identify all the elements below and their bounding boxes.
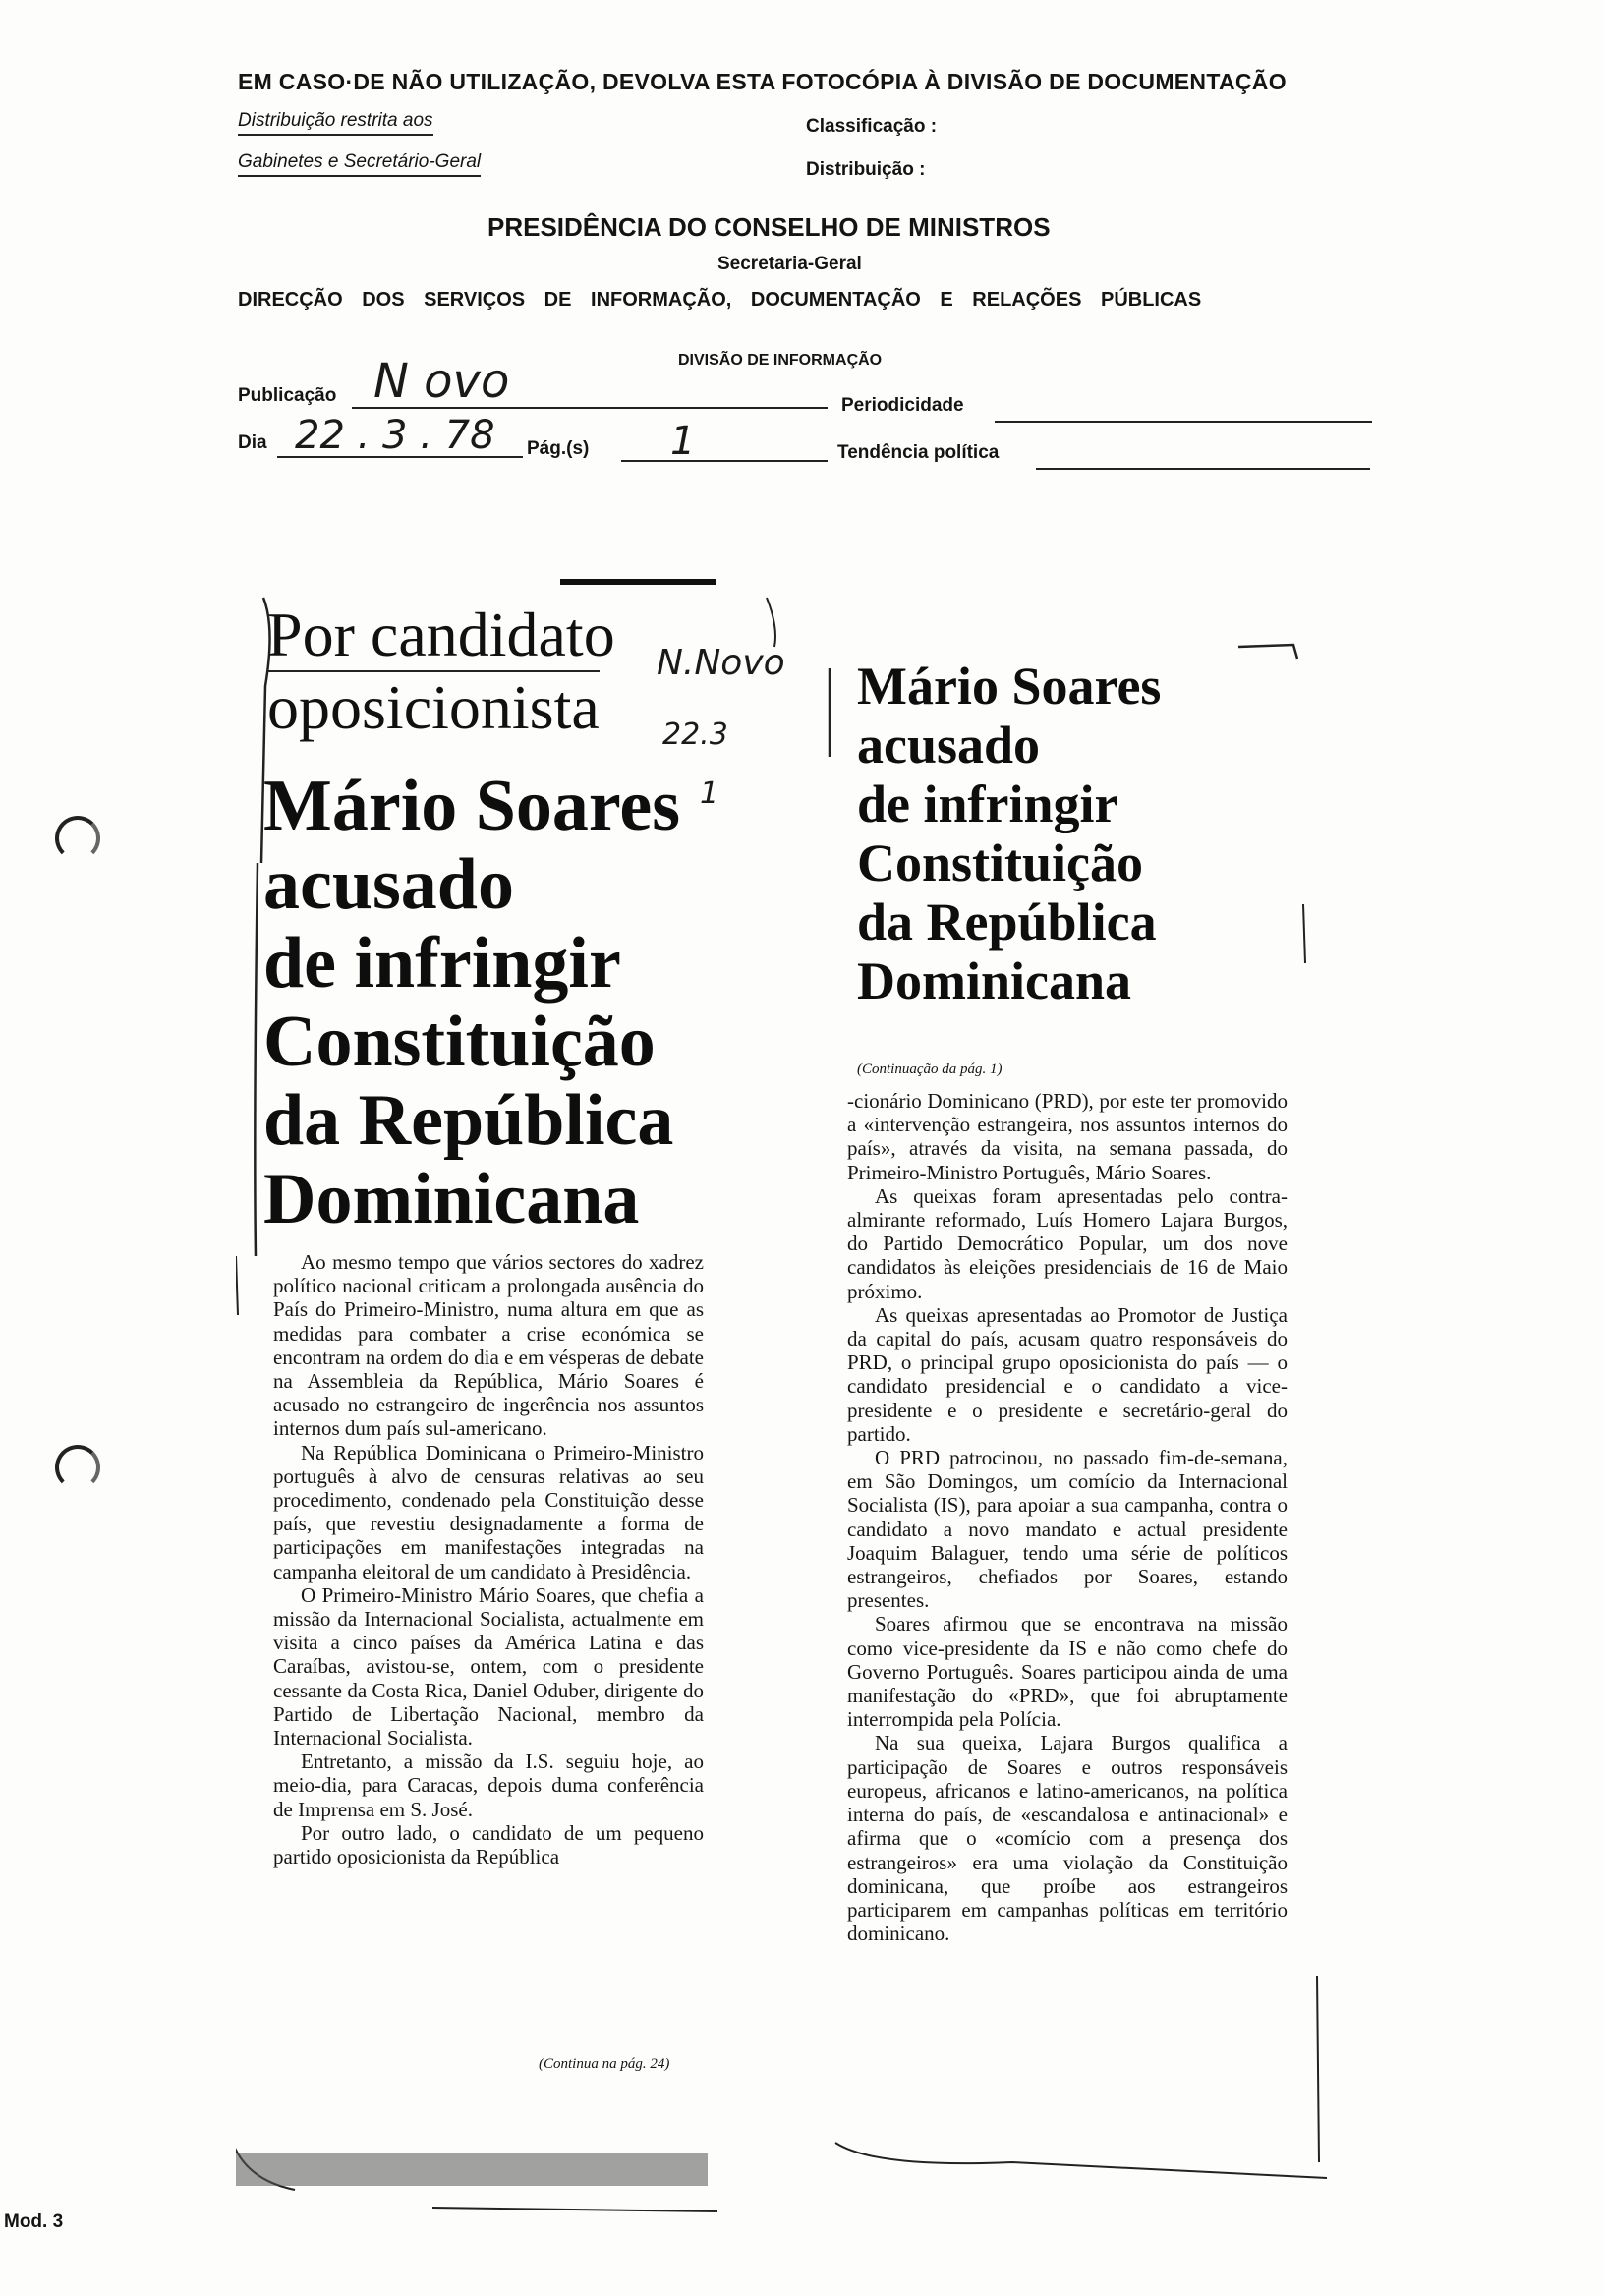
right-headline-line5: da República [857, 892, 1157, 951]
clip-source-annotation: N.Novo [657, 643, 785, 683]
right-paragraph: Na sua queixa, Lajara Burgos qualifica a participação de Soares e outros responsáveis europeus, africanos e latino-americanos, na política interna do país, de «escandalosa e antinacional» e afirma que o «comício com a presença dos estrangeiros» era uma violação da Constituição dominicana, que proíbe aos estrangeiros participarem em campanhas políticas em território dominicano. [847, 1731, 1288, 1946]
punch-hole-bottom [55, 1445, 100, 1490]
left-paragraph: Na República Dominicana o Primeiro-Ministro português à alvo de censuras relativas ao seu procedimento, condenado pela Constituição desse país, que revestiu designadamente a forma de participações em manifestações integradas na campanha eleitoral de um candidato à Presidência. [273, 1440, 704, 1583]
presidency-title: PRESIDÊNCIA DO CONSELHO DE MINISTROS [487, 212, 1051, 242]
right-headline-line1: Mário Soares [857, 657, 1162, 716]
right-paragraph: O PRD patrocinou, no passado fim-de-semana, em São Domingos, um comício da Internacional Socialista (IS), para apoiar a sua campanha, contra o candidato a novo mandato e actual presidente Joaquim Balaguer, tendo uma série de políticos estrangeiros, chefiados por Soares, estando presentes. [847, 1446, 1288, 1613]
right-headline-line4: Constituição [857, 833, 1144, 892]
restricted-distribution-line1: Distribuição restrita aos [238, 110, 433, 136]
directorate-title: DIRECÇÃO DOS SERVIÇOS DE INFORMAÇÃO, DOCUMENTAÇÃO E RELAÇÕES PÚBLICAS [238, 289, 1202, 311]
left-kicker-line1: Por candidato [267, 600, 615, 669]
return-notice: EM CASO·DE NÃO UTILIZAÇÃO, DEVOLVA ESTA FOTOCÓPIA À DIVISÃO DE DOCUMENTAÇÃO [238, 69, 1287, 94]
left-paragraph: Entretanto, a missão da I.S. seguiu hoje, ao meio-dia, para Caracas, depois duma conferência de Imprensa em S. José. [273, 1750, 704, 1821]
division-title: DIVISÃO DE INFORMAÇÃO [678, 352, 883, 369]
left-continued-note: (Continua na pág. 24) [539, 2056, 670, 2072]
periodicity-field-line [995, 421, 1372, 423]
right-paragraph: Soares afirmou que se encontrava na missão como vice-presidente da IS e não como chefe do Governo Português. Soares participou ainda de uma manifestação do «PRD», que foi abruptamente interrompida pela Polícia. [847, 1612, 1288, 1732]
left-paragraph: Por outro lado, o candidato de um pequeno partido oposicionista da República [273, 1820, 704, 1869]
clip-date-annotation: 22.3 [662, 718, 728, 752]
left-headline-line5: da República [263, 1080, 674, 1161]
restricted-distribution-line2: Gabinetes e Secretário-Geral [238, 151, 481, 177]
day-label: Dia [238, 432, 267, 453]
left-article-body [273, 1250, 704, 1868]
pages-field-line [621, 460, 828, 462]
pages-label: Pág.(s) [527, 438, 590, 459]
left-headline-line2: acusado [263, 844, 514, 925]
right-paragraph: -cionário Dominicano (PRD), por este ter promovido a «intervenção estrangeira, nos assuntos internos do país», através da visita, na semana passada, do Primeiro-Ministro Português, Mário Soares. [847, 1089, 1288, 1184]
classification-label: Classificação : [806, 116, 938, 137]
left-headline [263, 766, 719, 1239]
right-article-body [847, 1089, 1288, 1945]
left-kicker-line2: oposicionista [267, 672, 600, 742]
form-code: Mod. 3 [4, 2211, 64, 2232]
day-handwritten-value: 22 . 3 . 78 [295, 413, 495, 458]
left-headline-line1: Mário Soares [263, 766, 681, 846]
publication-handwritten-value: N ovo [373, 354, 510, 409]
punch-hole-top [55, 816, 100, 861]
left-headline-line3: de infringir [263, 923, 621, 1004]
left-paragraph: Ao mesmo tempo que vários sectores do xadrez político nacional criticam a prolongada ausência do País do Primeiro-Ministro, numa altura em que as medidas para combater a crise económica se encontram na ordem do dia e em vésperas de debate na Assembleia da República, Mário Soares é acusado no estrangeiro de ingerência nos assuntos internos dum país sul-americano. [273, 1250, 704, 1441]
left-headline-line4: Constituição [263, 1002, 656, 1082]
political-tendency-label: Tendência política [837, 442, 1000, 463]
right-paragraph: As queixas foram apresentadas pelo contra-almirante reformado, Luís Homero Lajara Burgos, do Partido Democrático Popular, um dos nove candidatos às eleições presidenciais de 16 de Maio próximo. [847, 1183, 1288, 1303]
clip-page-annotation: 1 [700, 776, 719, 811]
left-paragraph: O Primeiro-Ministro Mário Soares, que chefia a missão da Internacional Socialista, actualmente em visita a cinco países da América Latina e das Caraíbas, avistou-se, ontem, com o presidente cessante da Costa Rica, Daniel Oduber, dirigente do Partido de Libertação Nacional, membro da Internacional Socialista. [273, 1582, 704, 1751]
secretariat-title: Secretaria-Geral [717, 254, 862, 274]
right-headline-line3: de infringir [857, 775, 1118, 833]
periodicity-label: Periodicidade [841, 395, 964, 416]
right-headline [857, 657, 1309, 1010]
political-tendency-field-line [1036, 468, 1370, 470]
publication-label: Publicação [238, 385, 337, 406]
right-headline-line6: Dominicana [857, 951, 1132, 1010]
left-headline-line6: Dominicana [263, 1159, 640, 1239]
right-headline-line2: acusado [857, 716, 1041, 775]
distribution-label: Distribuição : [806, 159, 926, 180]
right-paragraph: As queixas apresentadas ao Promotor de Justiça da capital do país, acusam quatro responsáveis do PRD, o principal grupo oposicionista do país — o candidato presidencial e o candidato a vice-presidente e o presidente e secretário-geral do partido. [847, 1302, 1288, 1446]
right-continuation-note: (Continuação da pág. 1) [857, 1062, 1002, 1077]
pages-handwritten-value: 1 [670, 419, 696, 464]
left-kicker [267, 600, 710, 743]
